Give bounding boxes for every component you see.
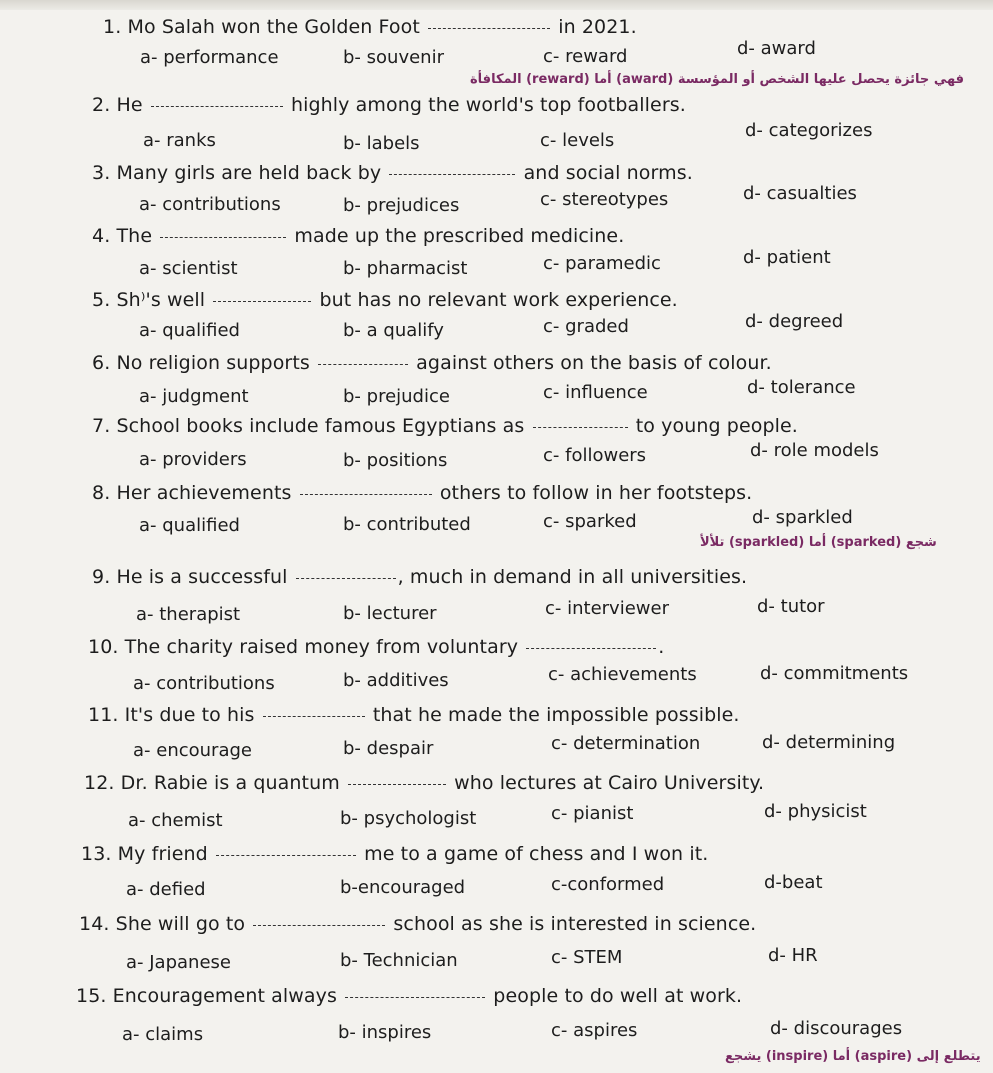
option-8b[interactable]: b- contributed — [343, 514, 471, 535]
option-10b[interactable]: b- additives — [343, 670, 449, 691]
option-11d[interactable]: d- determining — [762, 732, 896, 753]
option-9a[interactable]: a- therapist — [136, 604, 241, 625]
option-8a[interactable]: a- qualified — [139, 515, 240, 536]
option-5c[interactable]: c- graded — [543, 316, 629, 337]
question-7: 7. School books include famous Egyptians as to young people. — [92, 415, 798, 437]
option-9c[interactable]: c- interviewer — [545, 598, 669, 619]
option-12d[interactable]: d- physicist — [764, 801, 867, 822]
option-4a[interactable]: a- scientist — [139, 258, 238, 279]
option-2d[interactable]: d- categorizes — [745, 120, 873, 141]
option-6a[interactable]: a- judgment — [139, 386, 249, 407]
option-11a[interactable]: a- encourage — [133, 740, 252, 761]
option-15c[interactable]: c- aspires — [551, 1020, 638, 1041]
question-14: 14. She will go to school as she is interested in science. — [79, 913, 757, 935]
question-15: 15. Encouragement always people to do well at work. — [76, 985, 743, 1007]
option-15a[interactable]: a- claims — [122, 1024, 204, 1045]
option-5d[interactable]: d- degreed — [745, 311, 844, 332]
option-2b[interactable]: b- labels — [343, 133, 420, 154]
option-15d[interactable]: d- discourages — [770, 1018, 903, 1039]
question-11: 11. It's due to his that he made the impossible possible. — [88, 704, 740, 726]
option-13b[interactable]: b-encouraged — [340, 877, 466, 898]
option-3d[interactable]: d- casualties — [743, 183, 857, 204]
option-4c[interactable]: c- paramedic — [543, 253, 661, 274]
question-9: 9. He is a successful , much in demand in all universities. — [92, 566, 748, 588]
option-9b[interactable]: b- lecturer — [343, 603, 437, 624]
option-6c[interactable]: c- influence — [543, 382, 648, 403]
option-3a[interactable]: a- contributions — [139, 194, 281, 215]
option-13d[interactable]: d-beat — [764, 872, 823, 893]
option-7a[interactable]: a- providers — [139, 449, 247, 470]
option-3c[interactable]: c- stereotypes — [540, 189, 669, 210]
option-7c[interactable]: c- followers — [543, 445, 647, 466]
option-3b[interactable]: b- prejudices — [343, 195, 460, 216]
question-8: 8. Her achievements others to follow in her footsteps. — [92, 482, 753, 504]
option-2a[interactable]: a- ranks — [143, 130, 216, 151]
option-1d[interactable]: d- award — [737, 38, 816, 59]
option-5b[interactable]: b- a qualify — [343, 320, 444, 341]
note-8: تلألأ (sparkled) أما (sparked) شجع — [700, 535, 937, 550]
option-10c[interactable]: c- achievements — [548, 664, 697, 685]
option-8c[interactable]: c- sparked — [543, 511, 637, 532]
option-6d[interactable]: d- tolerance — [747, 377, 856, 398]
option-1a[interactable]: a- performance — [140, 47, 279, 68]
question-4: 4. The made up the prescribed medicine. — [92, 225, 625, 247]
option-14b[interactable]: b- Technician — [340, 950, 458, 971]
option-10d[interactable]: d- commitments — [760, 663, 909, 684]
option-11b[interactable]: b- despair — [343, 738, 434, 759]
option-1c[interactable]: c- reward — [543, 46, 628, 67]
option-12b[interactable]: b- psychologist — [340, 808, 477, 829]
option-12c[interactable]: c- pianist — [551, 803, 634, 824]
option-6b[interactable]: b- prejudice — [343, 386, 450, 407]
option-7b[interactable]: b- positions — [343, 450, 448, 471]
option-7d[interactable]: d- role models — [750, 440, 879, 461]
top-edge-strip — [0, 0, 993, 10]
option-14a[interactable]: a- Japanese — [126, 952, 231, 973]
question-10: 10. The charity raised money from voluntary . — [88, 636, 665, 658]
question-3: 3. Many girls are held back by and social norms. — [92, 162, 693, 184]
note-1: المكافأة (reward) أما (award) فهي جائزة يحصل عليها الشخص أو المؤسسة — [470, 72, 965, 87]
option-13c[interactable]: c-conformed — [551, 874, 665, 895]
option-12a[interactable]: a- chemist — [128, 810, 223, 831]
note-15: يشجع (inspire) أما (aspire) يتطلع إلى — [725, 1049, 981, 1064]
question-5: 5. Sh⁾'s well but has no relevant work experience. — [92, 289, 678, 311]
option-2c[interactable]: c- levels — [540, 130, 615, 151]
option-10a[interactable]: a- contributions — [133, 673, 275, 694]
option-5a[interactable]: a- qualified — [139, 320, 240, 341]
option-14c[interactable]: c- STEM — [551, 947, 623, 968]
option-9d[interactable]: d- tutor — [757, 596, 825, 617]
question-2: 2. He highly among the world's top footballers. — [92, 94, 686, 116]
option-14d[interactable]: d- HR — [768, 945, 818, 966]
option-4b[interactable]: b- pharmacist — [343, 258, 468, 279]
question-1: 1. Mo Salah won the Golden Foot in 2021. — [103, 16, 637, 38]
question-13: 13. My friend me to a game of chess and I won it. — [81, 843, 709, 865]
option-13a[interactable]: a- defied — [126, 879, 206, 900]
question-12: 12. Dr. Rabie is a quantum who lectures at Cairo University. — [84, 772, 765, 794]
option-4d[interactable]: d- patient — [743, 247, 831, 268]
option-1b[interactable]: b- souvenir — [343, 47, 444, 68]
option-8d[interactable]: d- sparkled — [752, 507, 853, 528]
option-15b[interactable]: b- inspires — [338, 1022, 432, 1043]
option-11c[interactable]: c- determination — [551, 733, 701, 754]
question-6: 6. No religion supports against others on the basis of colour. — [92, 352, 772, 374]
